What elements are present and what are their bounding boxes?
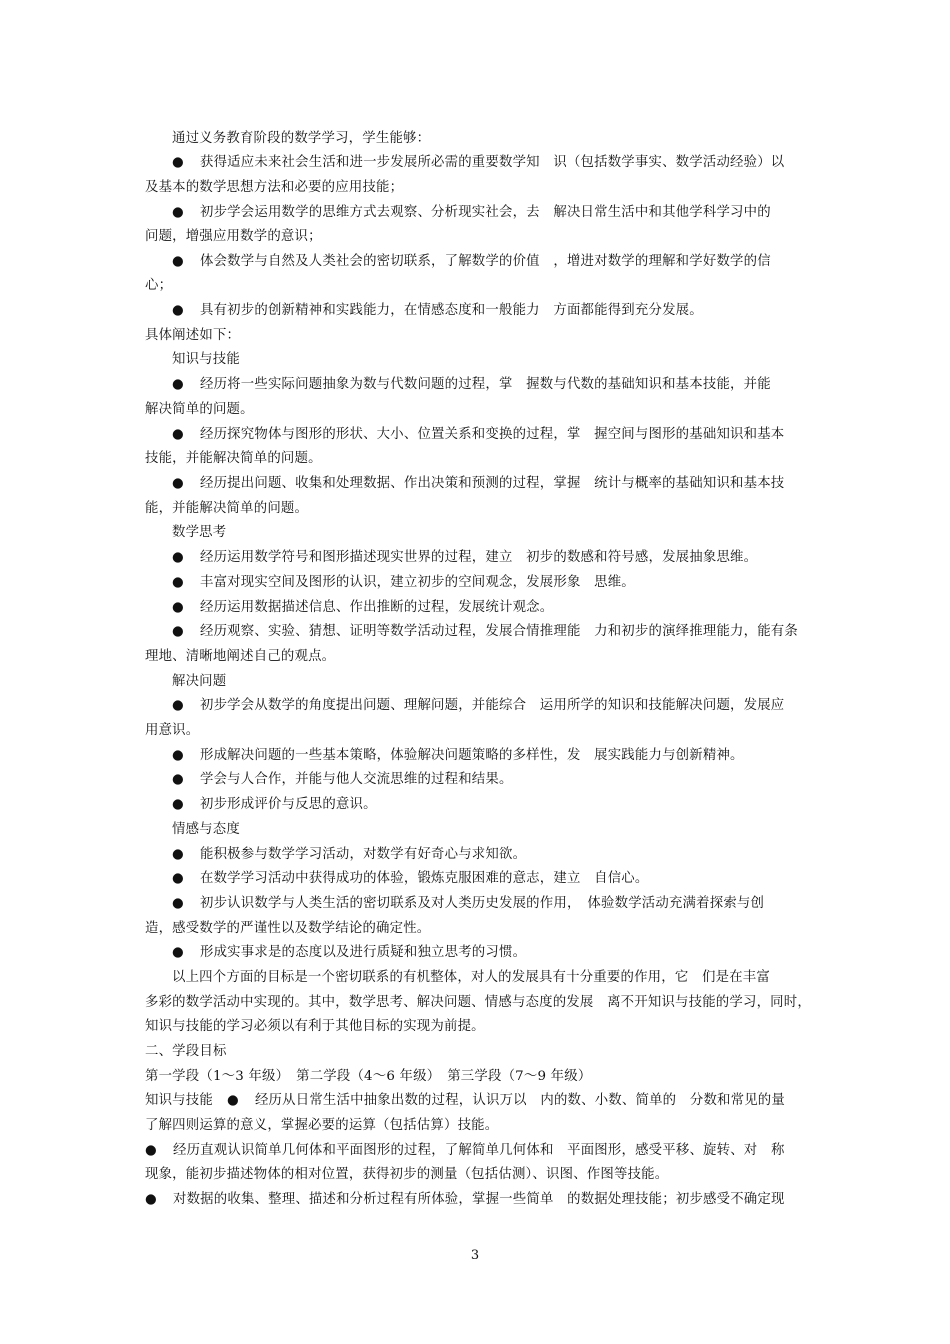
text-line: 理地、清晰地阐述自己的观点。 (145, 649, 336, 664)
list-item: ● 丰富对现实空间及图形的认识，建立初步的空间观念，发展形象 思维。 (172, 575, 635, 590)
list-item: ● 初步形成评价与反思的意识。 (172, 797, 377, 812)
section-heading: 知识与技能 (172, 352, 240, 367)
list-item: 知识与技能 ● 经历从日常生活中抽象出数的过程，认识万以 内的数、小数、简单的 分数和常见的量 (145, 1093, 785, 1108)
list-item: ● 学会与人合作，并能与他人交流思维的过程和结果。 (172, 772, 513, 787)
list-item: ● 初步认识数学与人类生活的密切联系及对人类历史发展的作用， 体验数学活动充满着探索与创 (172, 896, 765, 911)
bullet-icon: ● (172, 476, 184, 491)
bullet-icon: ● (172, 748, 184, 763)
text-line: 问题，增强应用数学的意识； (145, 229, 322, 244)
list-item: ● 经历运用数据描述信息、作出推断的过程，发展统计观念。 (172, 600, 554, 615)
bullet-icon: ● (172, 698, 184, 713)
list-item: ● 体会数学与自然及人类社会的密切联系，了解数学的价值 ，增进对数学的理解和学好数学的信 (172, 254, 771, 269)
paragraph-line: 以上四个方面的目标是一个密切联系的有机整体，对人的发展具有十分重要的作用，它 们是在丰富 (172, 970, 770, 985)
bullet-icon: ● (172, 303, 184, 318)
bullet-icon: ● (172, 550, 184, 565)
bullet-icon: ● (172, 797, 184, 812)
bullet-icon: ● (172, 871, 184, 886)
bullet-icon: ● (172, 945, 184, 960)
page-number: 3 (470, 1248, 480, 1263)
text-line: 能，并能解决简单的问题。 (145, 501, 309, 516)
list-item: ● 经历提出问题、收集和处理数据、作出决策和预测的过程，掌握 统计与概率的基础知识和基本技 (172, 476, 785, 491)
bullet-icon: ● (145, 1143, 157, 1158)
text-line: 及基本的数学思想方法和必要的应用技能； (145, 180, 404, 195)
category-label: 知识与技能 (145, 1093, 213, 1108)
text-line: 知识与技能的学习必须以有利于其他目标的实现为前提。 (145, 1019, 485, 1034)
section-heading: 二、学段目标 (145, 1044, 227, 1059)
bullet-icon: ● (172, 624, 184, 639)
bullet-icon: ● (172, 772, 184, 787)
bullet-icon: ● (145, 1192, 157, 1207)
text-line: 了解四则运算的意义，掌握必要的运算（包括估算）技能。 (145, 1118, 499, 1133)
list-item: ● 具有初步的创新精神和实践能力，在情感态度和一般能力 方面都能得到充分发展。 (172, 303, 703, 318)
text-line: 多彩的数学活动中实现的。其中，数学思考、解决问题、情感与态度的发展 离不开知识与技能的学习，同时， (145, 995, 811, 1010)
list-item: ● 经历直观认识简单几何体和平面图形的过程，了解简单几何体和 平面图形，感受平移、旋转、对 称 (145, 1143, 785, 1158)
text-line: 现象，能初步描述物体的相对位置，获得初步的测量（包括估测）、识图、作图等技能。 (145, 1167, 669, 1182)
list-item: ● 经历探究物体与图形的形状、大小、位置关系和变换的过程，掌 握空间与图形的基础知识和基本 (172, 427, 785, 442)
list-item: ● 形成实事求是的态度以及进行质疑和独立思考的习惯。 (172, 945, 527, 960)
text-line: 心； (145, 278, 173, 293)
bullet-icon: ● (226, 1093, 239, 1108)
list-item: ● 经历将一些实际问题抽象为数与代数问题的过程，掌 握数与代数的基础知识和基本技能，并能 (172, 377, 771, 392)
text-line: 解决简单的问题。 (145, 402, 254, 417)
section-heading: 解决问题 (172, 674, 227, 689)
section-heading: 数学思考 (172, 525, 227, 540)
list-item: ● 经历运用数学符号和图形描述现实世界的过程，建立 初步的数感和符号感，发展抽象思维。 (172, 550, 758, 565)
bullet-icon: ● (172, 155, 184, 170)
bullet-icon: ● (172, 377, 184, 392)
list-item: ● 初步学会从数学的角度提出问题、理解问题，并能综合 运用所学的知识和技能解决问题，发展应 (172, 698, 785, 713)
text-line: 具体阐述如下： (145, 328, 241, 343)
bullet-icon: ● (172, 896, 184, 911)
bullet-icon: ● (172, 205, 184, 220)
list-item: ● 初步学会运用数学的思维方式去观察、分析现实社会，去 解决日常生活中和其他学科学习中的 (172, 205, 771, 220)
bullet-icon: ● (172, 575, 184, 590)
bullet-icon: ● (172, 427, 184, 442)
bullet-icon: ● (172, 600, 184, 615)
list-item: ● 获得适应未来社会生活和进一步发展所必需的重要数学知 识（包括数学事实、数学活动经验）以 (172, 155, 785, 170)
intro-line: 通过义务教育阶段的数学学习，学生能够： (172, 131, 431, 146)
bullet-icon: ● (172, 254, 184, 269)
list-item: ● 对数据的收集、整理、描述和分析过程有所体验，掌握一些简单 的数据处理技能；初步感受不确定现 (145, 1192, 785, 1207)
text-line: 造，感受数学的严谨性以及数学结论的确定性。 (145, 921, 431, 936)
bullet-icon: ● (172, 847, 184, 862)
list-item: ● 能积极参与数学学习活动，对数学有好奇心与求知欲。 (172, 847, 527, 862)
list-item: ● 形成解决问题的一些基本策略，体验解决问题策略的多样性，发 展实践能力与创新精神。 (172, 748, 744, 763)
section-heading: 情感与态度 (172, 822, 240, 837)
list-item: ● 在数学学习活动中获得成功的体验，锻炼克服困难的意志，建立 自信心。 (172, 871, 649, 886)
stage-headings: 第一学段（1～3 年级） 第二学段（4～6 年级） 第三学段（7～9 年级） (145, 1069, 592, 1084)
list-item: ● 经历观察、实验、猜想、证明等数学活动过程，发展合情推理能 力和初步的演绎推理能力，能有条 (172, 624, 798, 639)
text-line: 技能，并能解决简单的问题。 (145, 451, 322, 466)
text-line: 用意识。 (145, 723, 200, 738)
